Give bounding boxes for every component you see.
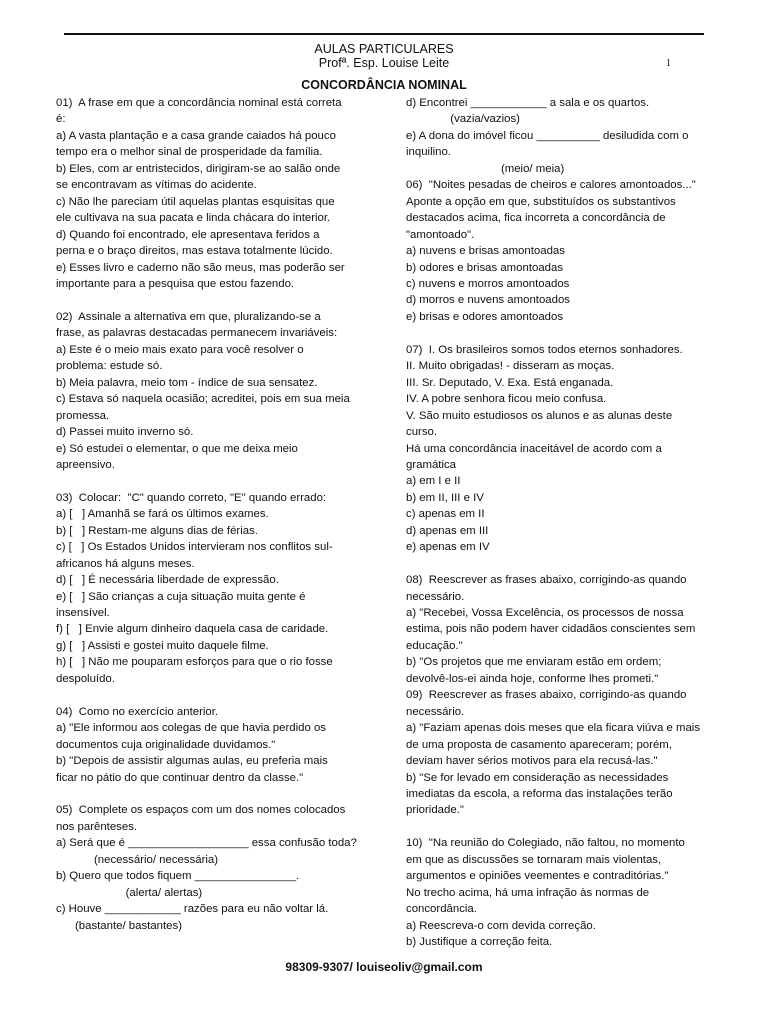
right-text-line: b) odores e brisas amontoadas <box>406 261 564 274</box>
left-text-line: (alerta/ alertas) <box>56 886 203 899</box>
left-text-line: c) Houve ____________ razões para eu não voltar lá. <box>56 903 329 916</box>
right-text-line: e) apenas em IV <box>406 541 490 554</box>
right-text-line: prioridade." <box>406 804 464 817</box>
left-text-line: b) Eles, com ar entristecidos, dirigiram-se ao salão onde <box>56 162 341 175</box>
right-text-line: deviam haver sérios motivos para ela recusá-las." <box>406 755 658 768</box>
right-text-line: b) "Se for levado em consideração as necessidades <box>406 771 669 784</box>
right-text-line: V. São muito estudiosos os alunos e as alunas deste <box>406 409 673 422</box>
right-text-line: (meio/ meia) <box>406 162 565 175</box>
left-text-line: b) Meia palavra, meio tom - índice de sua sensatez. <box>56 376 318 389</box>
left-text-line: c) [ ] Os Estados Unidos intervieram nos conflitos sul- <box>56 541 333 554</box>
left-text-line: é: <box>56 113 66 126</box>
right-text-line: a) nuvens e brisas amontoadas <box>406 245 565 258</box>
left-text-line: e) Só estudei o elementar, o que me deixa meio <box>56 442 298 455</box>
right-text-line: b) em II, III e IV <box>406 491 484 504</box>
right-text-line: educação." <box>406 639 463 652</box>
right-text-line: argumentos e opiniões veementes e contraditórias." <box>406 870 669 883</box>
right-text-line: II. Muito obrigadas! - disseram as moças. <box>406 360 615 373</box>
left-text-line: c) Não lhe pareciam útil aquelas plantas esquisitas que <box>56 195 335 208</box>
right-text-line: imediatas da escola, a reforma das instalações terão <box>406 788 673 800</box>
left-text-line: 04) Como no exercício anterior. <box>56 705 219 718</box>
left-text-line: frase, as palavras destacadas permanecem invariáveis: <box>56 327 338 340</box>
right-text-line: 09) Reescrever as frases abaixo, corrigindo-as quando <box>406 689 687 702</box>
top-rule <box>64 33 704 35</box>
left-text-line: nos parênteses. <box>56 820 138 833</box>
right-text-line: e) A dona do imóvel ficou __________ desiludida com o <box>406 129 689 142</box>
left-text-line: 02) Assinale a alternativa em que, pluralizando-se a <box>56 310 321 323</box>
right-text-line: necessário. <box>406 705 465 718</box>
left-text-line <box>56 292 364 308</box>
left-text-line: e) Esses livro e caderno não são meus, mas poderão ser <box>56 261 345 274</box>
right-text-line: Há uma concordância inaceitável de acordo com a <box>406 442 662 455</box>
right-text-line: IV. A pobre senhora ficou meio confusa. <box>406 393 607 406</box>
left-text-line: a) A vasta plantação e a casa grande caiados há pouco <box>56 129 336 142</box>
right-text-line: "amontoado". <box>406 228 475 241</box>
left-text-line: b) [ ] Restam-me alguns dias de férias. <box>56 524 258 537</box>
page-number: 1 <box>666 58 671 69</box>
right-text-line: (vazia/vazios) <box>406 113 520 126</box>
left-text-line: insensível. <box>56 607 110 620</box>
right-text-line: concordância. <box>406 903 477 916</box>
left-text-line: d) Quando foi encontrado, ele apresentava feridos a <box>56 228 320 241</box>
left-text-line: despoluído. <box>56 672 115 685</box>
left-text-line <box>56 687 364 703</box>
right-text-line: e) brisas e odores amontoados <box>406 310 564 323</box>
right-column <box>406 95 716 951</box>
left-text-line: f) [ ] Envie algum dinheiro daquela casa de caridade. <box>56 623 329 636</box>
right-text-line: devolvê-los-ei ainda hoje, conforme lhes prometi." <box>406 672 659 685</box>
left-text-line <box>56 786 364 802</box>
right-text-line: a) "Faziam apenas dois meses que ela ficara viúva e mais <box>406 722 701 735</box>
right-text-line: III. Sr. Deputado, V. Exa. Está enganada. <box>406 376 614 389</box>
right-text-line: 08) Reescrever as frases abaixo, corrigindo-as quando <box>406 574 687 587</box>
left-text-line: a) Este é o meio mais exato para você resolver o <box>56 343 304 356</box>
left-text-line: d) Passei muito inverno só. <box>56 426 194 439</box>
left-text-line: b) Quero que todos fiquem ________________. <box>56 870 300 883</box>
left-text-line: tempo era o melhor sinal de prosperidade da família. <box>56 146 323 159</box>
right-text-line: Aponte a opção em que, substituídos os substantivos <box>406 195 676 208</box>
left-text-line: importante para a pesquisa que estou fazendo. <box>56 277 295 290</box>
right-text-line: de uma proposta de casamento apareceram; porém, <box>406 738 672 751</box>
right-text-line: c) apenas em II <box>406 508 485 521</box>
right-text-line: 07) I. Os brasileiros somos todos eternos sonhadores. <box>406 343 683 356</box>
right-text-line: b) Justifique a correção feita. <box>406 936 553 949</box>
right-text-line: d) apenas em III <box>406 524 489 537</box>
footer-contact: 98309-9307/ louiseoliv@gmail.com <box>285 960 483 974</box>
left-text-line: ele cultivava na sua pacata e linda chácara do interior. <box>56 212 331 225</box>
left-text-line: se encontravam as vítimas do acidente. <box>56 179 257 192</box>
left-text-line: apreensivo. <box>56 458 115 471</box>
right-text-line <box>406 325 716 341</box>
left-text-line: h) [ ] Não me pouparam esforços para que o rio fosse <box>56 656 333 669</box>
left-text-line: d) [ ] É necessária liberdade de expressão. <box>56 574 279 587</box>
header-teacher: Profª. Esp. Louise Leite <box>318 56 450 70</box>
right-text-line: gramática <box>406 458 457 471</box>
document-title: CONCORDÂNCIA NOMINAL <box>301 78 467 92</box>
right-text-line: No trecho acima, há uma infração às normas de <box>406 886 650 899</box>
right-text-line: b) "Os projetos que me enviaram estão em ordem; <box>406 656 662 669</box>
right-text-line: inquilino. <box>406 146 451 159</box>
left-text-line: promessa. <box>56 409 110 422</box>
right-text-line: a) em I e II <box>406 475 461 488</box>
left-text-line: a) [ ] Amanhã se fará os últimos exames. <box>56 508 269 521</box>
left-text-line: e) [ ] São crianças a cuja situação muita gente é <box>56 590 306 603</box>
left-text-line: a) Será que é ___________________ essa confusão toda? <box>56 837 357 850</box>
left-text-line: perna e o braço direitos, mas estava totalmente lúcido. <box>56 245 333 258</box>
left-text-line: 05) Complete os espaços com um dos nomes colocados <box>56 804 346 817</box>
right-text-line: a) Reescreva-o com devida correção. <box>406 919 596 932</box>
right-text-line: c) nuvens e morros amontoados <box>406 277 570 290</box>
right-text-line: d) morros e nuvens amontoados <box>406 294 570 307</box>
header-title: AULAS PARTICULARES <box>314 42 454 56</box>
right-text-line: destacados acima, fica incorreta a concordância de <box>406 212 666 225</box>
left-text-line: ficar no pátio do que continuar dentro da classe." <box>56 771 304 784</box>
right-text-line <box>406 556 716 572</box>
left-text-line: g) [ ] Assisti e gostei muito daquele filme. <box>56 639 269 652</box>
left-text-line: problema: estude só. <box>56 360 163 373</box>
page-header <box>0 42 768 70</box>
left-text-line: a) "Ele informou aos colegas de que havia perdido os <box>56 722 326 735</box>
right-text-line: estima, pois não podem haver cidadãos conscientes sem <box>406 623 696 636</box>
right-text-line: 10) "Na reunião do Colegiado, não faltou, no momento <box>406 837 685 850</box>
left-text-line: documentos cuja originalidade duvidamos." <box>56 738 276 751</box>
right-text-line: em que as discussões se tornaram mais violentas, <box>406 853 662 866</box>
right-text-line <box>406 819 716 835</box>
left-text-line: africanos há alguns meses. <box>56 557 195 570</box>
left-column <box>56 95 364 934</box>
left-text-line: 03) Colocar: "C" quando correto, "E" quando errado: <box>56 491 327 504</box>
left-text-line <box>56 473 364 489</box>
left-text-line: (necessário/ necessária) <box>56 853 219 866</box>
right-text-line: d) Encontrei ____________ a sala e os quartos. <box>406 97 650 109</box>
left-text-line: 01) A frase em que a concordância nominal está correta <box>56 97 342 109</box>
right-text-line: necessário. <box>406 590 465 603</box>
left-text-line: c) Estava só naquela ocasião; acreditei, pois em sua meia <box>56 393 350 406</box>
right-text-line: curso. <box>406 426 438 439</box>
left-text-line: (bastante/ bastantes) <box>56 919 182 932</box>
right-text-line: 06) "Noites pesadas de cheiros e calores amontoados..." <box>406 179 696 192</box>
left-text-line: b) "Depois de assistir algumas aulas, eu preferia mais <box>56 755 328 768</box>
right-text-line: a) "Recebei, Vossa Excelência, os processos de nossa <box>406 607 684 620</box>
